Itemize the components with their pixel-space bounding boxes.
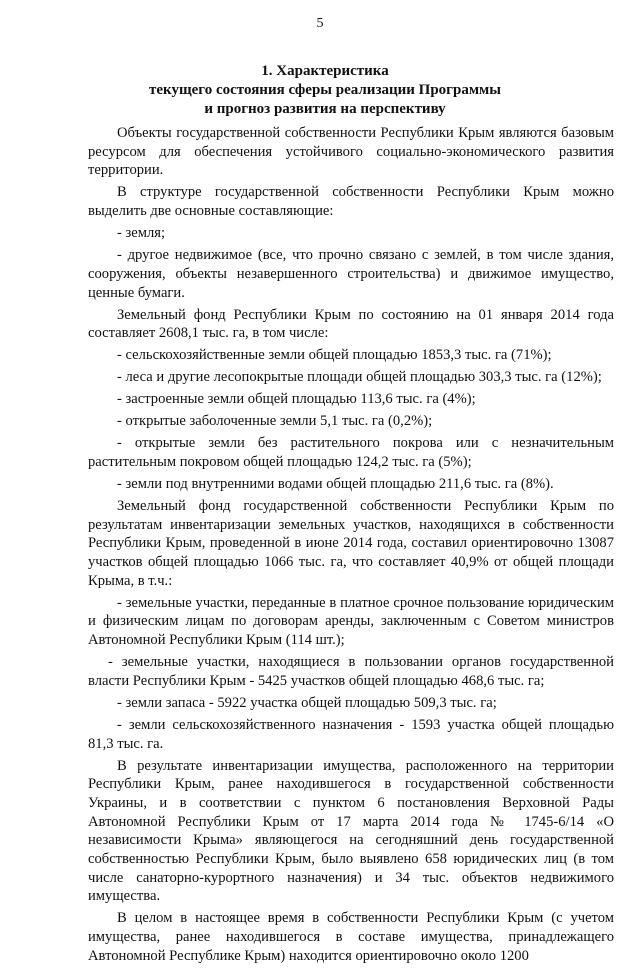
- list-item: - земли запаса - 5922 участка общей площадью 509,3 тыс. га;: [117, 694, 497, 711]
- list-item: - застроенные земли общей площадью 113,6 тыс. га (4%);: [117, 391, 476, 408]
- document-body: [88, 124, 614, 969]
- heading-line: и прогноз развития на перспективу: [204, 101, 446, 117]
- list-item: - другое недвижимое (все, что прочно связано с землей, в том числе здания, сооружения, объекты незавершенного строительства) и движимое имущество, ценные бумаги.: [88, 247, 614, 301]
- paragraph: Земельный фонд Республики Крым по состоянию на 01 января 2014 года составляет 2608,1 тыс. га, в том числе:: [88, 306, 614, 342]
- list-item: - земельные участки, находящиеся в пользовании органов государственной власти Республики Крым - 5425 участков общей площадью 468,6 тыс. га;: [88, 654, 614, 689]
- list-item: - земельные участки, переданные в платное срочное пользование юридическим и физическим лицам по договорам аренды, заключенным с Советом министров Автономной Республики Крым (114 шт.);: [88, 594, 614, 649]
- list-item: - леса и другие лесопокрытые площади общей площадью 303,3 тыс. га (12%);: [117, 369, 602, 386]
- paragraph: Объекты государственной собственности Республики Крым являются базовым ресурсом для обеспечения устойчивого социально-экономического развития территории.: [88, 125, 614, 179]
- page-number: 5: [316, 16, 324, 31]
- list-item: - земли сельскохозяйственного назначения - 1593 участка общей площадью 81,3 тыс. га.: [88, 716, 614, 752]
- paragraph: В результате инвентаризации имущества, расположенного на территории Республики Крым, ранее находившегося в государственной собственности Украины, и в соответствии с пунктом 6 постановления Верховной Рады Автономной Республики Крым от 17 марта 2014 года № 1745-6/14 «О независимости Крыма» являющегося на сегодняшний день государственной собственностью Республики Крым, было выявлено 658 юридических лиц (в том числе санаторно-курортного назначения) и 34 тыс. объектов недвижимого имущества.: [88, 757, 614, 905]
- heading-line: 1. Характеристика: [261, 63, 389, 79]
- list-item: - земля;: [117, 225, 166, 242]
- paragraph: В структуре государственной собственности Республики Крым можно выделить две основные составляющие:: [88, 184, 614, 220]
- list-item: - земли под внутренними водами общей площадью 211,6 тыс. га (8%).: [117, 475, 554, 492]
- paragraph: Земельный фонд государственной собственности Республики Крым по результатам инвентаризации земельных участков, находящихся в собственности Республики Крым, проведенной в июне 2014 года, составил ориентировочно 13087 участков общей площадью 1066 тыс. га, что составляет 40,9% от общей площади Крыма, в т.ч.:: [88, 497, 614, 589]
- list-item: - открытые земли без растительного покрова или с незначительным растительным покровом общей площадью 124,2 тыс. га (5%);: [88, 435, 614, 470]
- section-heading: [90, 62, 560, 119]
- list-item: - сельскохозяйственные земли общей площадью 1853,3 тыс. га (71%);: [117, 347, 552, 364]
- paragraph: В целом в настоящее время в собственности Республики Крым (с учетом имущества, ранее находившегося в составе имущества, принадлежащего Автономной Республике Крым) находится ориентировочно около 1200: [88, 910, 614, 964]
- list-item: - открытые заболоченные земли 5,1 тыс. га (0,2%);: [117, 413, 433, 430]
- heading-line: текущего состояния сферы реализации Программы: [149, 82, 501, 98]
